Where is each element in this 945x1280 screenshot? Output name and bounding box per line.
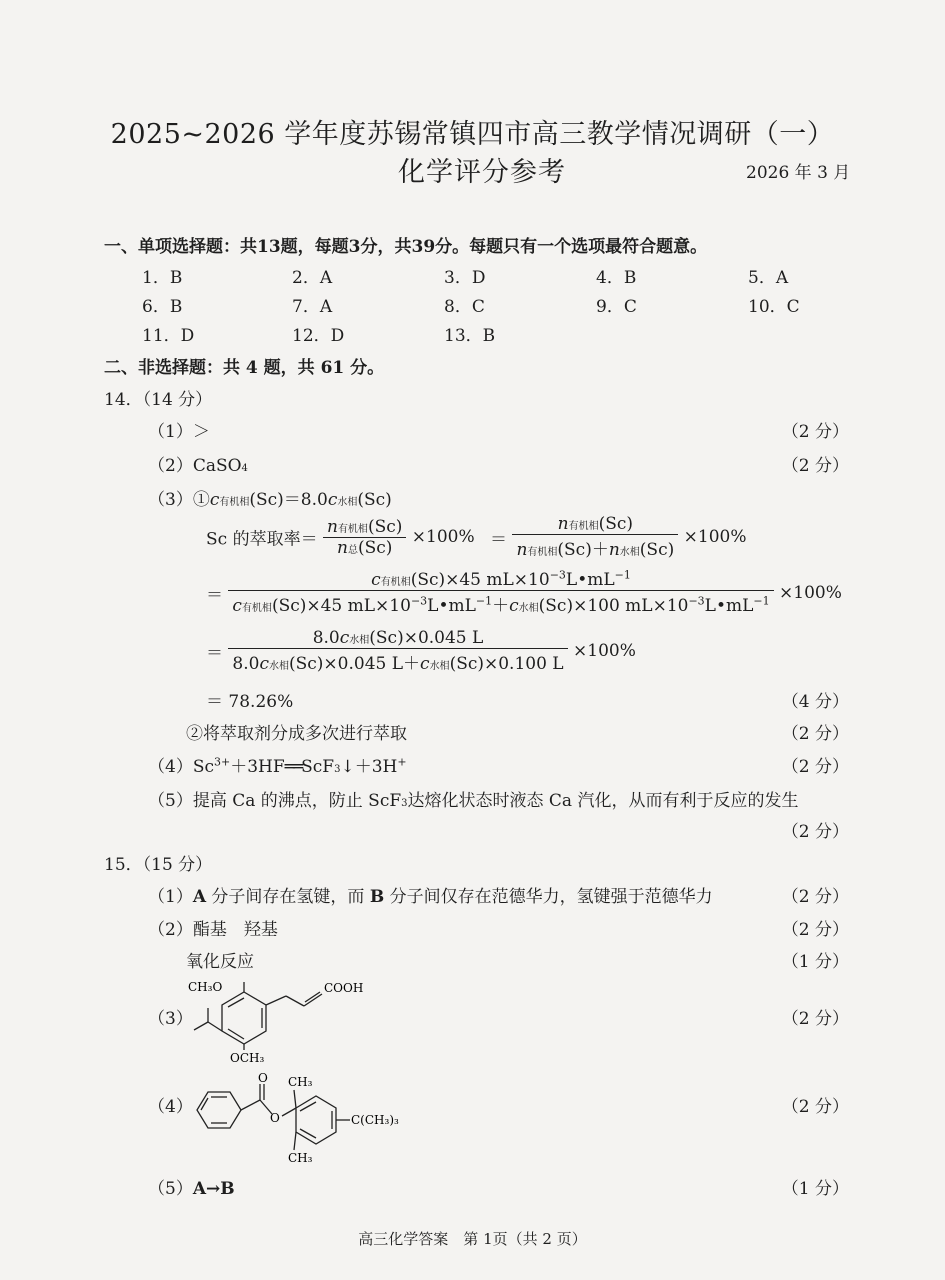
ch3-bottom-label: CH₃ <box>288 1151 313 1165</box>
q14-part1: （1）＞ <box>148 422 210 442</box>
fraction-4 <box>228 628 567 674</box>
exp: −1 <box>614 568 631 582</box>
q15-part1-score: （2 分） <box>781 887 849 907</box>
sc-paren: (Sc) <box>598 514 634 534</box>
page-subtitle: 化学评分参考 <box>398 157 566 188</box>
sub-org: 有机相 <box>337 523 368 535</box>
sc-paren: (Sc) <box>357 537 393 558</box>
q15-part5 <box>148 1174 235 1199</box>
sc-paren: (Sc) <box>557 540 592 560</box>
reaction-arrow: ══ <box>284 757 302 777</box>
exp: −1 <box>753 594 770 608</box>
eq-b-den-1: (Sc)×0.045 L <box>288 654 404 674</box>
sub-aq: 水相 <box>619 547 640 558</box>
text: （5）提高 Ca 的沸点，防止 ScF <box>148 791 402 811</box>
times-100: ×100% <box>411 527 475 547</box>
fraction-2 <box>512 514 678 560</box>
text: 达熔化状态时液态 Ca 汽化，从而有利于反应的发生 <box>407 791 799 811</box>
unit: L•mL <box>427 596 476 616</box>
var-n: n <box>336 537 348 558</box>
eq-b-num: (Sc)×0.045 L <box>369 628 484 648</box>
q14-result-score: （4 分） <box>781 692 849 712</box>
unit: L•mL <box>565 570 615 590</box>
exp: −1 <box>475 594 493 608</box>
q14-part1-score: （2 分） <box>781 422 849 442</box>
sc-paren: (Sc) <box>249 490 284 510</box>
cooh-label: COOH <box>324 981 364 995</box>
sub-total: 总 <box>347 544 358 556</box>
sc-paren: (Sc) <box>639 540 675 560</box>
q15-part3-label: （3） <box>148 1009 193 1029</box>
och3-label: OCH₃ <box>230 1051 265 1062</box>
page-footer: 高三化学答案 第 1页（共 2 页） <box>358 1230 587 1248</box>
var-c: c <box>209 490 220 510</box>
q15-part2-score: （2 分） <box>781 920 849 940</box>
text: 分子间仅存在范德华力，氢键强于范德华力 <box>384 887 713 907</box>
q15-part3-score: （2 分） <box>781 1009 849 1029</box>
answer-10: 10．C <box>748 297 800 317</box>
q14-part4 <box>148 752 407 777</box>
q14-part3-label: （3）① <box>148 490 210 510</box>
section1-heading: 一、单项选择题：共13题，每题3分，共39分。每题只有一个选项最符合题意。 <box>104 237 708 257</box>
q15-part1 <box>148 882 713 907</box>
section2-heading: 二、非选择题：共 4 题，共 61 分。 <box>104 358 385 378</box>
coef: 8.0 <box>312 628 340 648</box>
times-100: ×100% <box>779 583 842 603</box>
q14-part2-sub: 4 <box>241 463 248 474</box>
ch3o-label: CH₃O <box>188 980 223 994</box>
var-c: c <box>509 596 519 616</box>
text: （5） <box>148 1179 193 1199</box>
equals: ＝ <box>490 529 508 550</box>
answer-8: 8．C <box>444 297 485 317</box>
charge: + <box>397 755 407 769</box>
sub-org: 有机相 <box>568 521 599 532</box>
sc-paren: (Sc) <box>357 490 392 510</box>
q14-part3-line <box>148 485 392 510</box>
structure-3 <box>180 974 380 1062</box>
subscript: 3 <box>401 798 408 809</box>
equals: ＝ <box>206 643 223 664</box>
eq-a-den-1: (Sc)×45 mL×10 <box>271 596 411 616</box>
q14-part5-score: （2 分） <box>781 822 849 842</box>
eq-b-den-2: (Sc)×0.100 L <box>449 654 564 674</box>
q14-part2 <box>148 451 248 476</box>
sub-aq: 水相 <box>518 603 539 614</box>
var-n: n <box>557 514 569 534</box>
sub-aq: 水相 <box>337 497 358 508</box>
var-n: n <box>326 516 338 537</box>
answer-a-to-b: A→B <box>192 1179 235 1199</box>
q15-part5-score: （1 分） <box>781 1179 849 1199</box>
eq-part: （4）Sc <box>148 757 214 777</box>
q14-result: ＝ 78.26% <box>206 692 294 712</box>
var-n: n <box>516 540 528 560</box>
answer-9: 9．C <box>596 297 637 317</box>
q14-part2-score: （2 分） <box>781 456 849 476</box>
sub-org: 有机相 <box>380 577 411 588</box>
exp: −3 <box>688 594 705 608</box>
rate-formula <box>206 514 747 560</box>
answer-7: 7．A <box>292 297 333 317</box>
q15-part4-label: （4） <box>148 1097 193 1117</box>
ch3-top-label: CH₃ <box>288 1075 313 1089</box>
text: （1） <box>148 887 193 907</box>
compound-b: B <box>369 887 385 907</box>
sub-aq: 水相 <box>268 661 289 672</box>
exam-date: 2026 年 3 月 <box>746 163 851 183</box>
sub-org: 有机相 <box>241 603 272 614</box>
var-c: c <box>327 490 338 510</box>
ester-o-label: O <box>270 1111 280 1125</box>
answer-6: 6．B <box>142 297 183 317</box>
plus: ＋ <box>403 654 421 674</box>
equation-b <box>206 628 636 674</box>
page-title: 2025~2026 学年度苏锡常镇四市高三教学情况调研（一） <box>110 119 835 150</box>
sub-aq: 水相 <box>429 661 450 672</box>
coef: 8.0 <box>232 654 260 674</box>
q14-part3-2-score: （2 分） <box>781 724 849 744</box>
text: 分子间存在氢键，而 <box>206 887 370 907</box>
subscript: 3 <box>334 764 341 775</box>
q15-part2: （2）酯基 羟基 <box>148 920 278 940</box>
answer-11: 11．D <box>142 326 195 346</box>
q14-part5 <box>148 786 798 811</box>
eq-part: ScF <box>301 757 335 777</box>
eq-a-num: (Sc)×45 mL×10 <box>410 570 550 590</box>
unit: L•mL <box>704 596 754 616</box>
var-c: c <box>232 596 242 616</box>
charge: 3+ <box>213 755 231 769</box>
var-c: c <box>371 570 381 590</box>
var-c: c <box>259 654 269 674</box>
rate-label: Sc 的萃取率＝ <box>206 529 318 550</box>
tbu-label: C(CH₃)₃ <box>351 1113 399 1127</box>
var-c: c <box>420 654 430 674</box>
equals: ＝ <box>206 585 223 606</box>
answer-13: 13．B <box>444 326 496 346</box>
plus: ＋ <box>591 540 609 560</box>
eq-part: ↓＋3H <box>340 757 398 777</box>
fraction-1 <box>323 517 406 558</box>
sub-aq: 水相 <box>349 635 370 646</box>
equation-a <box>206 570 842 616</box>
var-n: n <box>608 540 620 560</box>
fraction-3 <box>228 570 773 616</box>
eq-part: ＋3HF <box>230 757 285 777</box>
sub-org: 有机相 <box>527 547 558 558</box>
answer-1: 1．B <box>142 268 183 288</box>
exp: −3 <box>549 568 566 582</box>
answer-2: 2．A <box>292 268 333 288</box>
q14-part4-score: （2 分） <box>781 757 849 777</box>
answer-12: 12．D <box>292 326 345 346</box>
answer-5: 5．A <box>748 268 789 288</box>
q14-label: 14．（14 分） <box>104 390 213 410</box>
q14-part3-2: ②将萃取剂分成多次进行萃取 <box>186 724 407 744</box>
eq-a-den-2: (Sc)×100 mL×10 <box>538 596 689 616</box>
eq-value: ＝8.0 <box>283 490 328 510</box>
times-100: ×100% <box>573 641 636 661</box>
q15-label: 15．（15 分） <box>104 855 213 875</box>
q15-part2b: 氧化反应 <box>186 952 254 972</box>
q15-part4-score: （2 分） <box>781 1097 849 1117</box>
carbonyl-o-label: O <box>258 1071 268 1085</box>
q14-part2-text: （2）CaSO <box>148 456 242 476</box>
times-100: ×100% <box>683 527 747 547</box>
structure-4 <box>180 1070 420 1168</box>
plus: ＋ <box>492 596 510 616</box>
sub-org: 有机相 <box>219 497 250 508</box>
sc-paren: (Sc) <box>367 516 403 537</box>
compound-a: A <box>192 887 207 907</box>
answer-3: 3．D <box>444 268 486 288</box>
var-c: c <box>339 628 350 648</box>
exp: −3 <box>410 594 428 608</box>
answer-4: 4．B <box>596 268 637 288</box>
q15-part2b-score: （1 分） <box>781 952 849 972</box>
